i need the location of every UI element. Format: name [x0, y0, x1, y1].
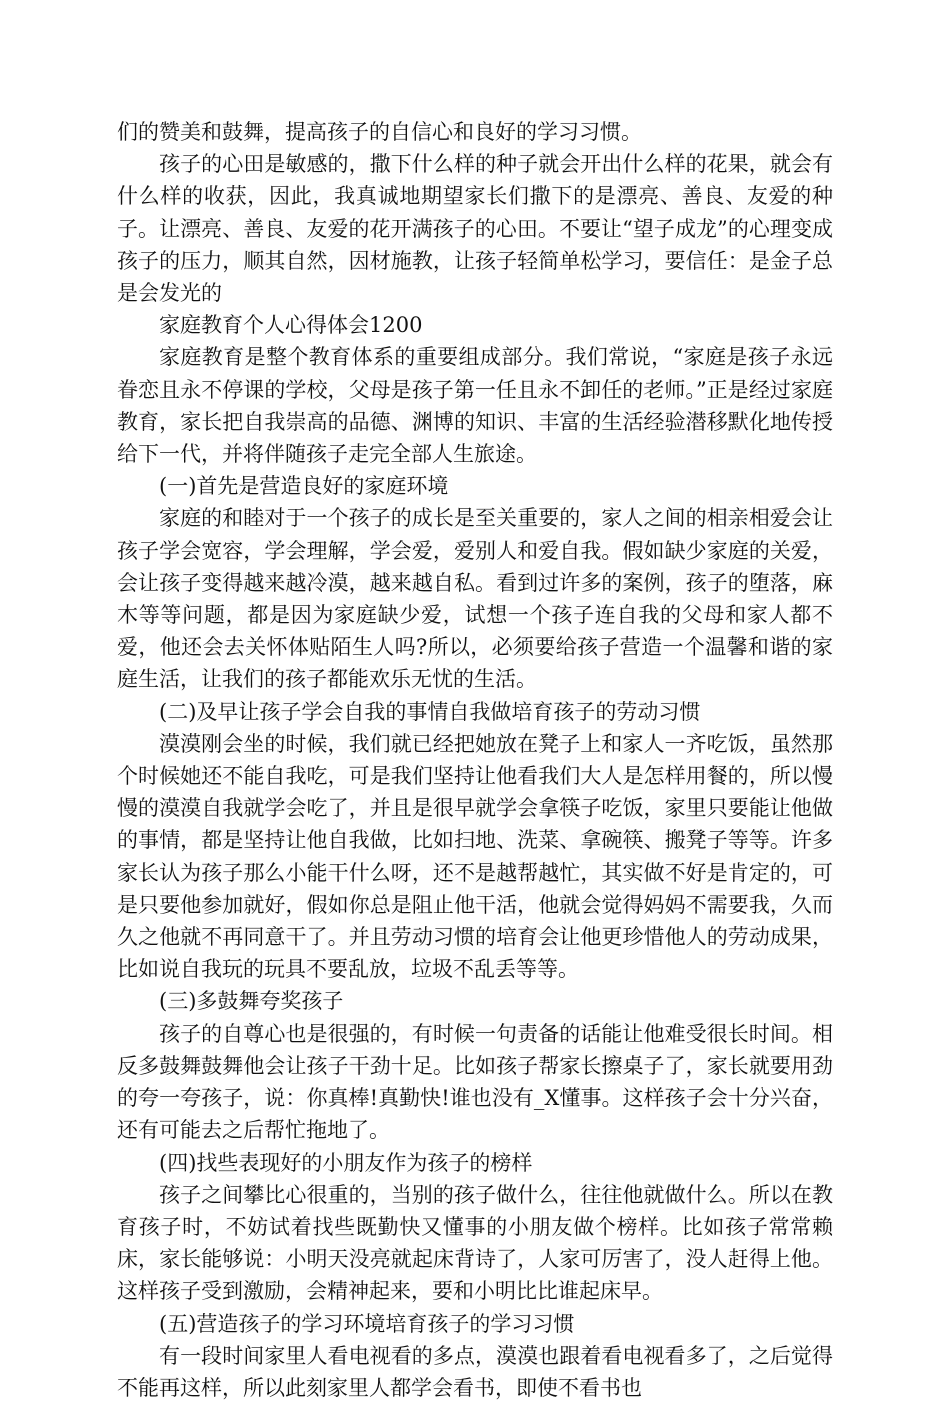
subheading-1: (一)首先是营造良好的家庭环境 — [159, 474, 449, 499]
paragraph-3: 家庭教育是整个教育体系的重要组成部分。我们常说，“家庭是孩子永远眷恋且永不停课的学校，父母是孩子第一任且永不卸任的老师。”正是经过家庭教育，家长把自我崇高的品德、渊博的知识、丰富的生活经验潜移默化地传授给下一代，并将伴随孩子走完全部人生旅途。 — [117, 345, 833, 467]
paragraph-5: 家庭的和睦对于一个孩子的成长是至关重要的，家人之间的相亲相爱会让孩子学会宽容，学会理解，学会爱，爱别人和爱自我。假如缺少家庭的关爱，会让孩子变得越来越冷漠，越来越自私。看到过许多的案例，孩子的堕落，麻木等等问题，都是因为家庭缺少爱，试想一个孩子连自我的父母和家人都不爱，他还会去关怀体贴陌生人吗?所以，必须要给孩子营造一个温馨和谐的家庭生活，让我们的孩子都能欢乐无忧的生活。 — [117, 506, 833, 692]
subheading-5: (五)营造孩子的学习环境培育孩子的学习习惯 — [159, 1311, 575, 1336]
paragraph-9: 孩子的自尊心也是很强的，有时候一句责备的话能让他难受很长时间。相反多鼓舞鼓舞他会让孩子干劲十足。比如孩子帮家长擦桌子了，家长就要用劲的夸一夸孩子，说：你真棒!真勤快!谁也没有_X懂事。这样孩子会十分兴奋，还有可能去之后帮忙拖地了。 — [117, 1021, 833, 1143]
paragraph-1: 孩子的心田是敏感的，撒下什么样的种子就会开出什么样的花果，就会有什么样的收获，因此，我真诚地期望家长们撒下的是漂亮、善良、友爱的种子。让漂亮、善良、友爱的花开满孩子的心田。不要让“望子成龙”的心理变成孩子的压力，顺其自然，因材施教，让孩子轻简单松学习，要信任：是金子总是会发光的 — [117, 152, 833, 306]
subheading-4: (四)找些表现好的小朋友作为孩子的榜样 — [159, 1150, 533, 1175]
subheading-3: (三)多鼓舞夸奖孩子 — [159, 989, 344, 1014]
paragraph-7: 漠漠刚会坐的时候，我们就已经把她放在凳子上和家人一齐吃饭，虽然那个时候她还不能自我吃，可是我们坚持让他看我们大人是怎样用餐的，所以慢慢的漠漠自我就学会吃了，并且是很早就学会拿筷子吃饭，家里只要能让他做的事情，都是坚持让他自我做，比如扫地、洗菜、拿碗筷、搬凳子等等。许多家长认为孩子那么小能干什么呀，还不是越帮越忙，其实做不好是肯定的，可是只要他参加就好，假如你总是阻止他干活，他就会觉得妈妈不需要我，久而久之他就不再同意干了。并且劳动习惯的培育会让他更珍惜他人的劳动成果，比如说自我玩的玩具不要乱放，垃圾不乱丢等等。 — [117, 731, 833, 982]
subheading-2: (二)及早让孩子学会自我的事情自我做培育孩子的劳动习惯 — [159, 699, 701, 724]
section-title: 家庭教育个人心得体会1200 — [159, 313, 423, 338]
paragraph-13: 有一段时间家里人看电视看的多点，漠漠也跟着看电视看多了，之后觉得不能再这样，所以此刻家里人都学会看书，即使不看书也 — [117, 1343, 833, 1400]
paragraph-0: 们的赞美和鼓舞，提高孩子的自信心和良好的学习习惯。 — [117, 120, 642, 144]
document-body — [117, 116, 833, 1404]
paragraph-11: 孩子之间攀比心很重的，当别的孩子做什么，往往他就做什么。所以在教育孩子时，不妨试着找些既勤快又懂事的小朋友做个榜样。比如孩子常常赖床，家长能够说：小明天没亮就起床背诗了，人家可厉害了，没人赶得上他。这样孩子受到激励，会精神起来，要和小明比比谁起床早。 — [117, 1182, 833, 1304]
